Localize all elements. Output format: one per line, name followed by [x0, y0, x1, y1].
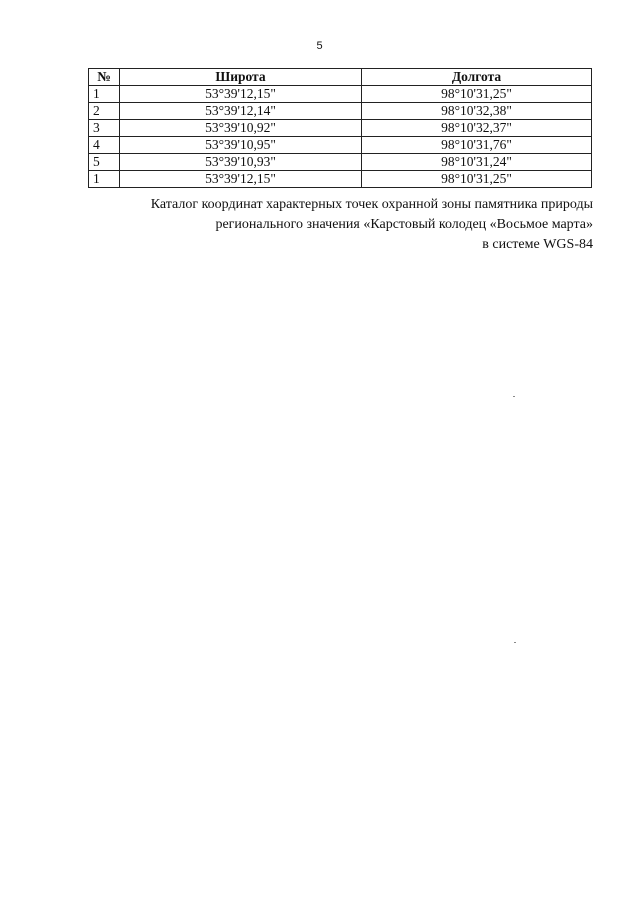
table-caption: [93, 195, 593, 255]
table-row: [89, 120, 592, 137]
longitude-cell: 98°10'32,37": [362, 120, 592, 137]
latitude-cell: 53°39'10,93": [120, 154, 362, 171]
latitude-cell: 53°39'12,15": [120, 171, 362, 188]
scan-speck: [514, 642, 516, 643]
point-number: 3: [89, 120, 120, 137]
caption-line: Каталог координат характерных точек охранной зоны памятника природы: [150, 197, 593, 212]
latitude-cell: 53°39'12,15": [120, 86, 362, 103]
latitude-cell: 53°39'10,95": [120, 137, 362, 154]
point-number: 1: [89, 86, 120, 103]
point-number: 5: [89, 154, 120, 171]
point-number: 4: [89, 137, 120, 154]
table-row: [89, 86, 592, 103]
latitude-cell: 53°39'12,14": [120, 103, 362, 120]
longitude-cell: 98°10'31,25": [362, 171, 592, 188]
point-number: 1: [89, 171, 120, 188]
header-number: №: [89, 69, 120, 86]
table-header-row: [89, 69, 592, 86]
point-number: 2: [89, 103, 120, 120]
longitude-cell: 98°10'31,76": [362, 137, 592, 154]
header-latitude: Широта: [120, 69, 362, 86]
longitude-cell: 98°10'31,24": [362, 154, 592, 171]
table-row: [89, 103, 592, 120]
table-row: [89, 154, 592, 171]
scan-speck: [513, 396, 515, 397]
coordinates-table: [88, 68, 592, 188]
table-row: [89, 137, 592, 154]
page-number: 5: [316, 40, 323, 52]
longitude-cell: 98°10'31,25": [362, 86, 592, 103]
header-longitude: Долгота: [362, 69, 592, 86]
caption-line: в системе WGS-84: [482, 237, 593, 252]
table-row: [89, 171, 592, 188]
longitude-cell: 98°10'32,38": [362, 103, 592, 120]
caption-line: регионального значения «Карстовый колодец «Восьмое марта»: [215, 217, 593, 232]
latitude-cell: 53°39'10,92": [120, 120, 362, 137]
